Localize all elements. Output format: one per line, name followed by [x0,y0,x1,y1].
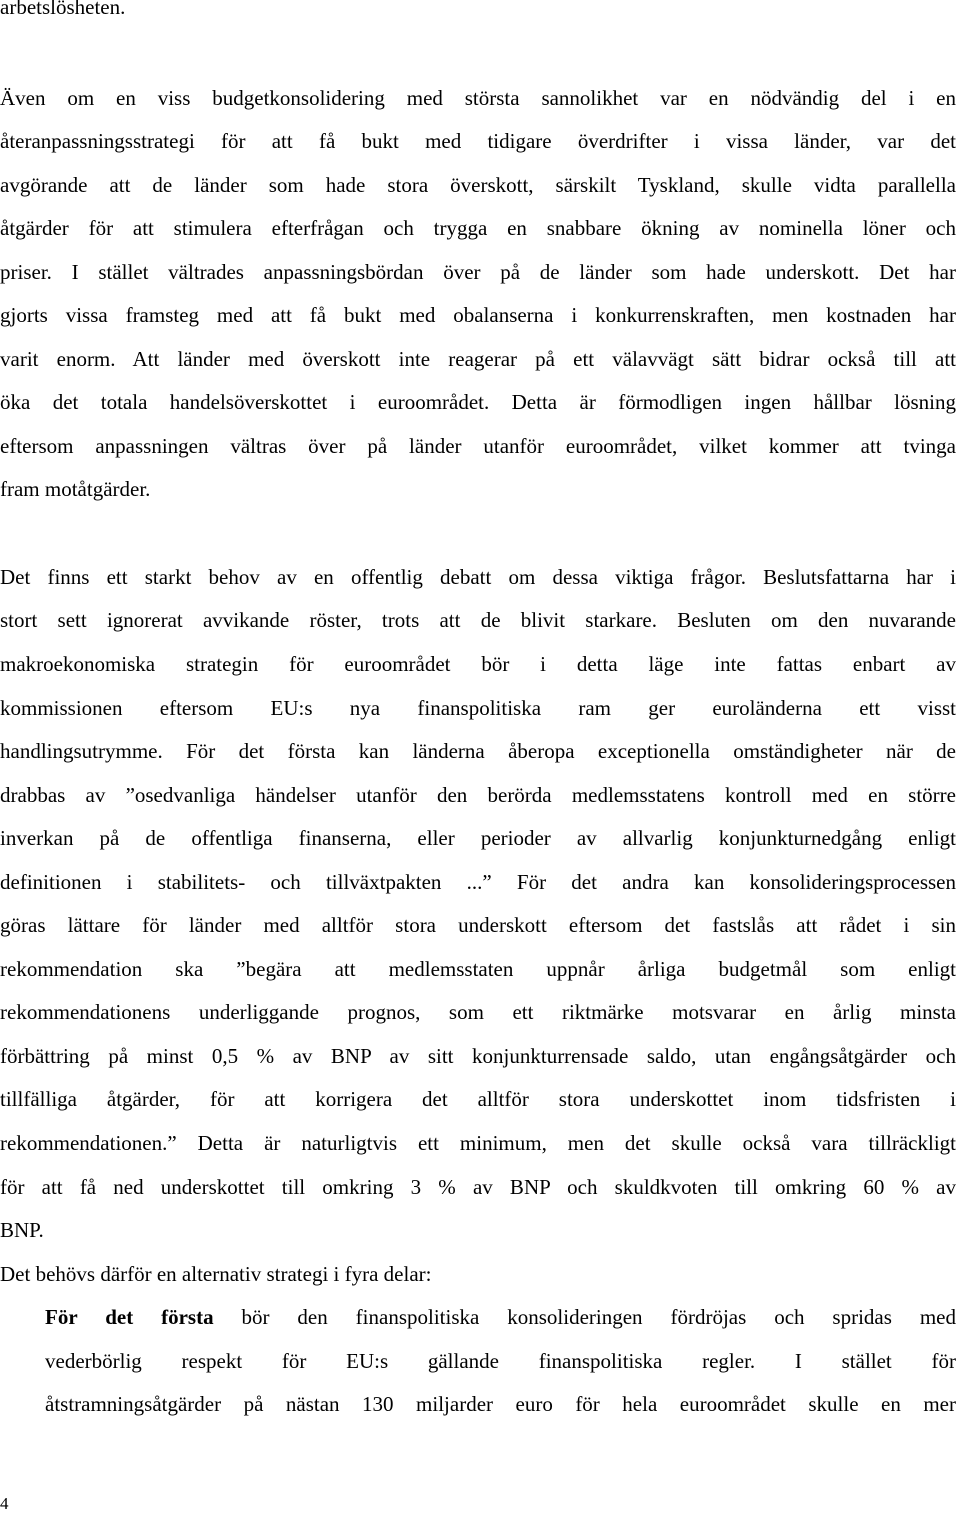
list-item-text: bör den finanspolitiska konsolideringen fördröjas och spridas med [241,1305,956,1329]
text-line: förbättring på minst 0,5 % av BNP av sitt konjunkturrensade saldo, utan engångsåtgärder och [0,1044,956,1068]
text-line: Det finns ett starkt behov av en offentlig debatt om dessa viktiga frågor. Beslutsfattarna har i [0,565,956,589]
text-line: Även om en viss budgetkonsolidering med största sannolikhet var en nödvändig del i en [0,86,956,110]
text-line: rekommendationens underliggande prognos, som ett riktmärke motsvarar en årlig minsta [0,1000,956,1024]
text-line: för att få ned underskottet till omkring 3 % av BNP och skuldkvoten till omkring 60 % av [0,1175,956,1199]
list-item-lead: För det första [45,1305,214,1329]
text-line: rekommendationen.” Detta är naturligtvis ett minimum, men det skulle också vara tillräckligt [0,1131,956,1155]
text-line: öka det totala handelsöverskottet i euroområdet. Detta är förmodligen ingen hållbar lösning [0,390,956,414]
page-number: 4 [0,1494,9,1513]
text-line: drabbas av ”osedvanliga händelser utanför den berörda medlemsstatens kontroll med en större [0,783,956,807]
text-line: gjorts vissa framsteg med att få bukt med obalanserna i konkurrenskraften, men kostnaden har [0,303,956,327]
text-line: återanpassningsstrategi för att få bukt med tidigare överdrifter i vissa länder, var det [0,129,956,153]
text-line: kommissionen eftersom EU:s nya finanspolitiska ram ger euroländerna ett visst [0,696,956,720]
list-item-line: vederbörlig respekt för EU:s gällande finanspolitiska regler. I stället för [45,1349,956,1373]
text-line: rekommendation ska ”begära att medlemsstaten uppnår årliga budgetmål som enligt [0,957,956,981]
text-line: BNP. [0,1218,44,1242]
text-line: tillfälliga åtgärder, för att korrigera det alltför stora underskottet inom tidsfristen i [0,1087,956,1111]
text-line: eftersom anpassningen vältras över på länder utanför euroområdet, vilket kommer att tvinga [0,434,956,458]
text-line: Det behövs därför en alternativ strategi i fyra delar: [0,1262,432,1286]
text-line: makroekonomiska strategin för euroområdet bör i detta läge inte fattas enbart av [0,652,956,676]
text-line: priser. I stället vältrades anpassningsbördan över på de länder som hade underskott. Det har [0,260,956,284]
text-line: varit enorm. Att länder med överskott inte reagerar på ett välavvägt sätt bidrar också till att [0,347,956,371]
text-line: stort sett ignorerat avvikande röster, trots att de blivit starkare. Besluten om den nuvarande [0,608,956,632]
text-line: arbetslösheten. [0,0,126,19]
text-line: inverkan på de offentliga finanserna, eller perioder av allvarlig konjunkturnedgång enligt [0,826,956,850]
text-line: avgörande att de länder som hade stora överskott, särskilt Tyskland, skulle vidta parallella [0,173,956,197]
text-line: handlingsutrymme. För det första kan länderna åberopa exceptionella omständigheter när de [0,739,956,763]
list-item-line: åtstramningsåtgärder på nästan 130 miljarder euro för hela euroområdet skulle en mer [45,1392,956,1416]
text-line: definitionen i stabilitets- och tillväxtpakten ...” För det andra kan konsolideringsprocessen [0,870,956,894]
list-item-line [45,1303,956,1331]
text-line: fram motåtgärder. [0,477,151,501]
text-line: göras lättare för länder med alltför stora underskott eftersom det fastslås att rådet i sin [0,913,956,937]
text-line: åtgärder för att stimulera efterfrågan och trygga en snabbare ökning av nominella löner och [0,216,956,240]
